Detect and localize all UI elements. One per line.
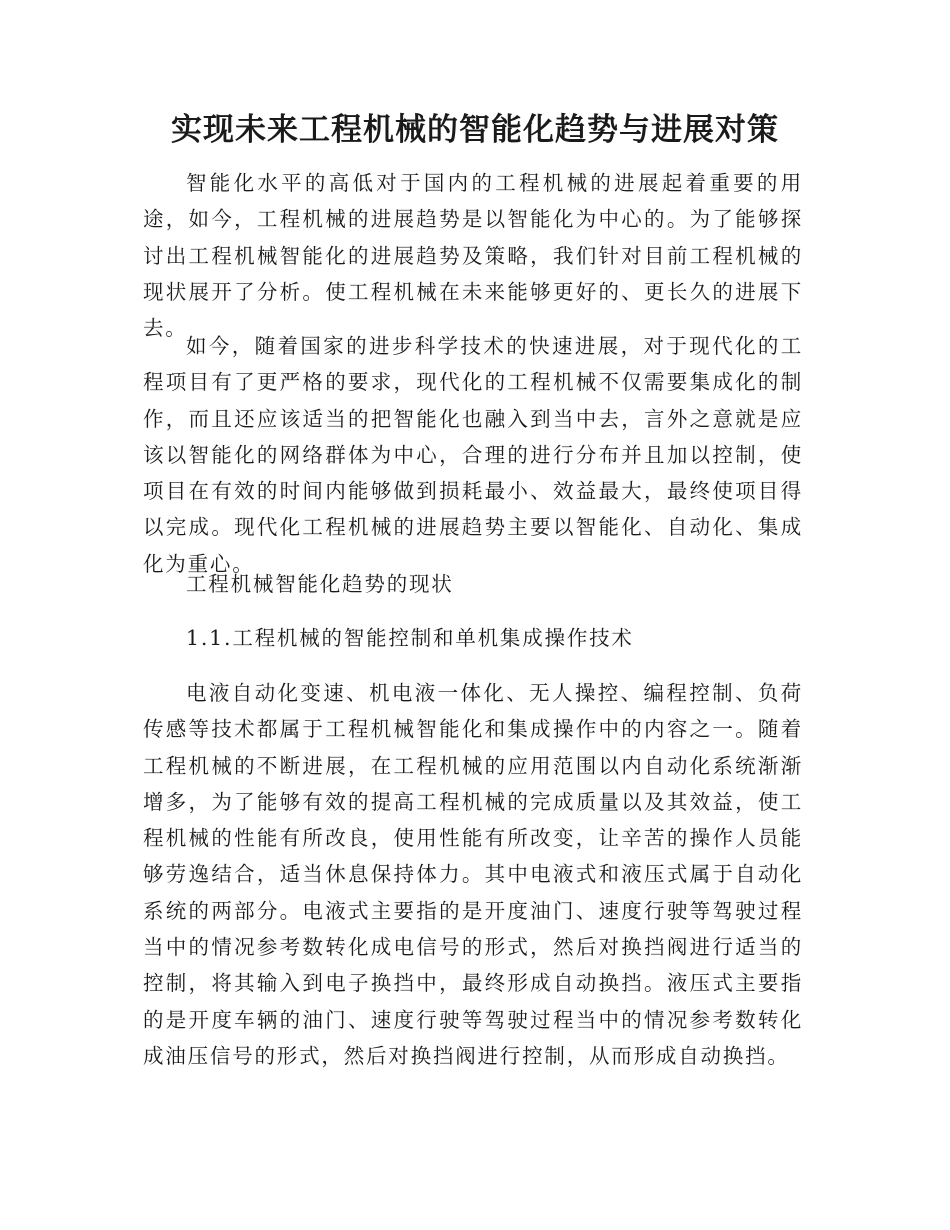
section-heading: 工程机械智能化趋势的现状 <box>186 572 454 596</box>
paragraph-intro: 智能化水平的高低对于国内的工程机械的进展起着重要的用途，如今，工程机械的进展趋势是以智能化为中心的。为了能够探讨出工程机械智能化的进展趋势及策略，我们针对目前工程机械的现状展开了分析。使工程机械在未来能够更好的、更长久的进展下去。 <box>143 171 803 341</box>
paragraph-background: 如今，随着国家的进步科学技术的快速进展，对于现代化的工程项目有了更严格的要求，现代化的工程机械不仅需要集成化的制作，而且还应该适当的把智能化也融入到当中去，言外之意就是应该以智能化的网络群体为中心，合理的进行分布并且加以控制，使项目在有效的时间内能够做到损耗最小、效益最大，最终使项目得以完成。现代化工程机械的进展趋势主要以智能化、自动化、集成化为重心。 <box>143 334 803 576</box>
paragraph-control-technology: 电液自动化变速、机电液一体化、无人操控、编程控制、负荷传感等技术都属于工程机械智能化和集成操作中的内容之一。随着工程机械的不断进展，在工程机械的应用范围以内自动化系统渐渐增多，为了能够有效的提高工程机械的完成质量以及其效益，使工程机械的性能有所改良，使用性能有所改变，让辛苦的操作人员能够劳逸结合，适当休息保持体力。其中电液式和液压式属于自动化系统的两部分。电液式主要指的是开度油门、速度行驶等驾驶过程当中的情况参考数转化成电信号的形式，然后对换挡阀进行适当的控制，将其输入到电子换挡中，最终形成自动换挡。液压式主要指的是开度车辆的油门、速度行驶等驾驶过程当中的情况参考数转化成油压信号的形式，然后对换挡阀进行控制，从而形成自动换挡。 <box>143 681 803 1068</box>
document-title: 实现未来工程机械的智能化趋势与进展对策 <box>171 112 779 148</box>
subsection-heading: 1.1.工程机械的智能控制和单机集成操作技术 <box>186 626 634 650</box>
